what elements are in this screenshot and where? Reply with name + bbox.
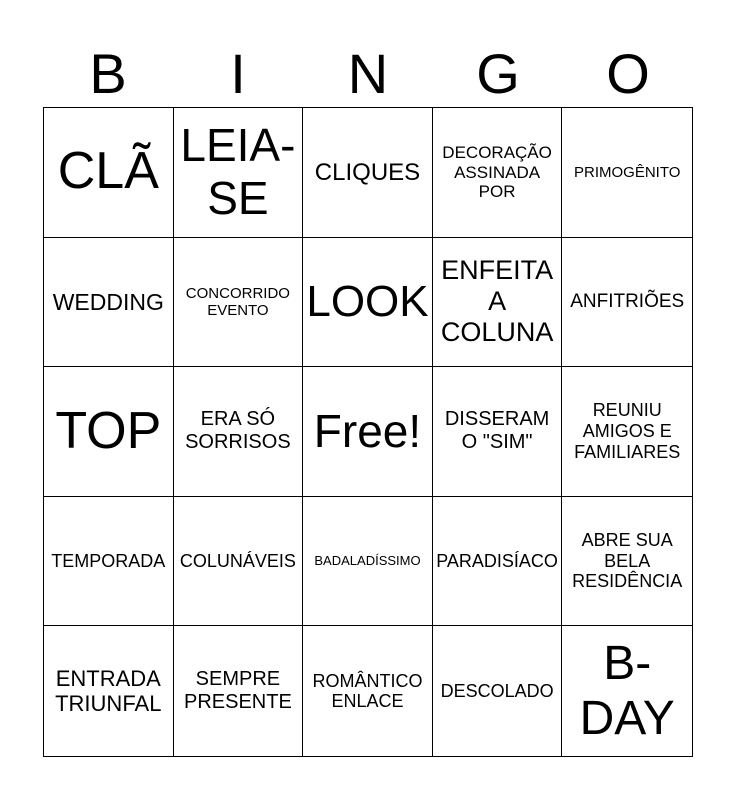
cell-text: TOP — [55, 401, 162, 460]
bingo-cell[interactable] — [303, 626, 433, 756]
bingo-cell[interactable] — [44, 108, 174, 238]
bingo-cell[interactable] — [44, 367, 174, 497]
header-letter-i: I — [230, 42, 246, 105]
bingo-cell[interactable] — [44, 497, 174, 627]
cell-text: ANFITRIÕES — [570, 290, 685, 312]
cell-text: ENFEITA A COLUNA — [440, 255, 554, 348]
header-letter-g: G — [476, 42, 520, 105]
bingo-board — [43, 107, 693, 757]
cell-text: TEMPORADA — [51, 550, 166, 571]
bingo-cell[interactable] — [174, 367, 304, 497]
cell-text: PRIMOGÊNITO — [573, 163, 681, 181]
cell-text: Free! — [313, 405, 422, 458]
bingo-cell[interactable] — [303, 497, 433, 627]
bingo-cell[interactable] — [44, 626, 174, 756]
cell-text: REUNIU AMIGOS E FAMILIARES — [574, 400, 681, 462]
bingo-cell[interactable] — [44, 238, 174, 368]
cell-text: DESCOLADO — [440, 680, 554, 701]
bingo-cell[interactable] — [174, 626, 304, 756]
cell-text: ERA SÓ SORRISOS — [185, 408, 291, 454]
cell-text: ENTRADA TRIUNFAL — [55, 665, 162, 717]
cell-text: SEMPRE PRESENTE — [183, 668, 292, 714]
bingo-cell[interactable] — [562, 367, 692, 497]
cell-text: CONCORRIDO EVENTO — [185, 284, 290, 319]
cell-text: BADALADÍSSIMO — [314, 552, 421, 568]
cell-text: LEIA-SE — [180, 119, 296, 225]
bingo-cell[interactable] — [174, 108, 304, 238]
header-letter-o: O — [606, 42, 650, 105]
bingo-cell[interactable] — [433, 367, 563, 497]
bingo-header — [43, 40, 693, 108]
bingo-cell[interactable] — [174, 238, 304, 368]
cell-text: PARADISÍACO — [436, 550, 558, 571]
bingo-cell[interactable] — [433, 238, 563, 368]
header-letter-b: B — [89, 42, 127, 105]
cell-text: CLIQUES — [314, 158, 421, 186]
cell-text: WEDDING — [52, 288, 164, 315]
bingo-cell[interactable] — [174, 497, 304, 627]
cell-text: LOOK — [306, 276, 429, 326]
bingo-cell[interactable] — [562, 626, 692, 756]
cell-text: CLÃ — [57, 142, 159, 201]
bingo-cell[interactable] — [303, 238, 433, 368]
bingo-cell[interactable] — [562, 108, 692, 238]
bingo-cell[interactable] — [562, 238, 692, 368]
cell-text: DECORAÇÃO ASSINADA POR — [442, 142, 552, 202]
cell-text: DISSERAM O "SIM" — [444, 408, 550, 454]
bingo-cell[interactable] — [433, 108, 563, 238]
cell-text: ROMÂNTICO ENLACE — [312, 670, 423, 712]
bingo-cell[interactable] — [562, 497, 692, 627]
bingo-cell[interactable] — [433, 626, 563, 756]
header-letter-n: N — [347, 42, 389, 105]
free-space-cell[interactable] — [303, 367, 433, 497]
cell-text: ABRE SUA BELA RESIDÊNCIA — [572, 530, 683, 592]
bingo-cell[interactable] — [303, 108, 433, 238]
cell-text: B-DAY — [579, 637, 675, 746]
bingo-cell[interactable] — [433, 497, 563, 627]
cell-text: COLUNÁVEIS — [179, 550, 296, 571]
